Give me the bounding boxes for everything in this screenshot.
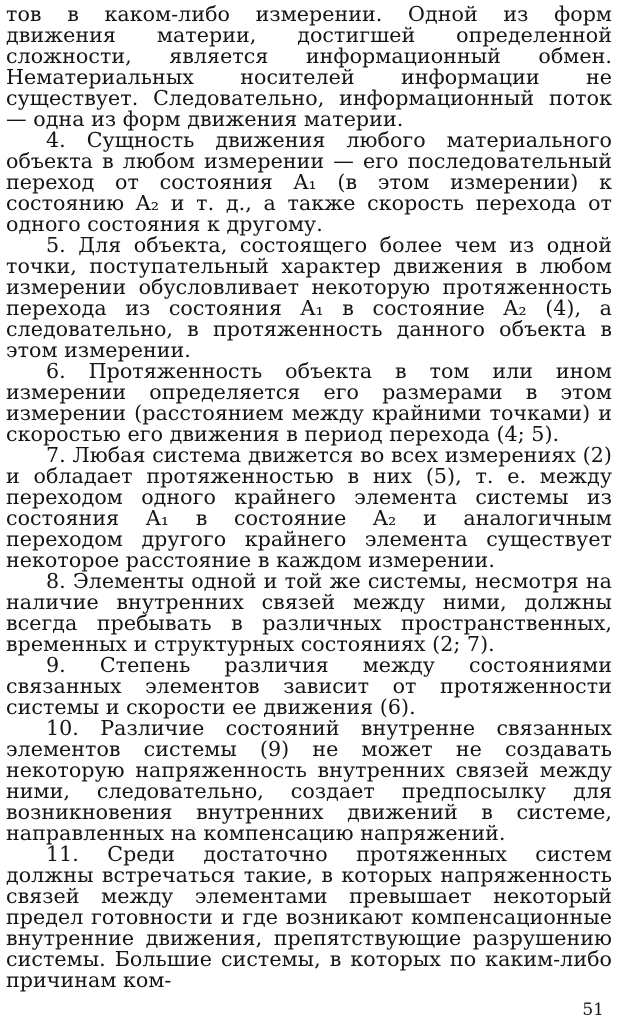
paragraph-11: 11. Среди достаточно протяженных систем должны встречаться такие, в которых напряженность связей между элементами превышает некоторый предел готовности и где возникают компенсационные внутренние движения, препятствующие разрушению системы. Большие системы, в которых по каким-либо причинам ком-	[6, 842, 612, 992]
paragraph-9: 9. Степень различия между состояниями связанных элементов зависит от протяженности системы и скорости ее движения (6).	[6, 653, 612, 719]
page-number: 51	[582, 1000, 604, 1020]
paragraph-8: 8. Элементы одной и той же системы, несмотря на наличие внутренних связей между ними, должны всегда пребывать в различных пространственных, временных и структурных состояниях (2; 7).	[6, 569, 612, 656]
paragraph-4: 4. Сущность движения любого материального объекта в любом измерении — его последовательный переход от состояния A₁ (в этом измерении) к состоянию A₂ и т. д., а также скорость перехода от одного состояния к другому.	[6, 128, 612, 236]
paragraph-continuation: тов в каком-либо измерении. Одной из форм движения материи, достигшей определенной сложности, является информационный обмен. Нематериальных носителей информации не существует. Следовательно, информационный поток — одна из форм движения материи.	[6, 2, 612, 131]
paragraph-5: 5. Для объекта, состоящего более чем из одной точки, поступательный характер движения в любом измерении обусловливает некоторую протяженность перехода из состояния A₁ в состояние A₂ (4), а следовательно, в протяженность данного объекта в этом измерении.	[6, 233, 612, 362]
paragraph-6: 6. Протяженность объекта в том или ином измерении определяется его размерами в этом измерении (расстоянием между крайними точками) и скоростью его движения в период перехода (4; 5).	[6, 359, 612, 446]
paragraph-7: 7. Любая система движется во всех измерениях (2) и обладает протяженностью в них (5), т. е. между переходом одного крайнего элемента системы из состояния A₁ в состояние A₂ и аналогичным переходом другого крайнего элемента существует некоторое расстояние в каждом измерении.	[6, 443, 612, 572]
document-page	[6, 4, 612, 991]
paragraph-10: 10. Различие состояний внутренне связанных элементов системы (9) не может не создавать некоторую напряженность внутренних связей между ними, следовательно, создает предпосылку для возникновения внутренних движений в системе, направленных на компенсацию напряжений.	[6, 716, 612, 845]
